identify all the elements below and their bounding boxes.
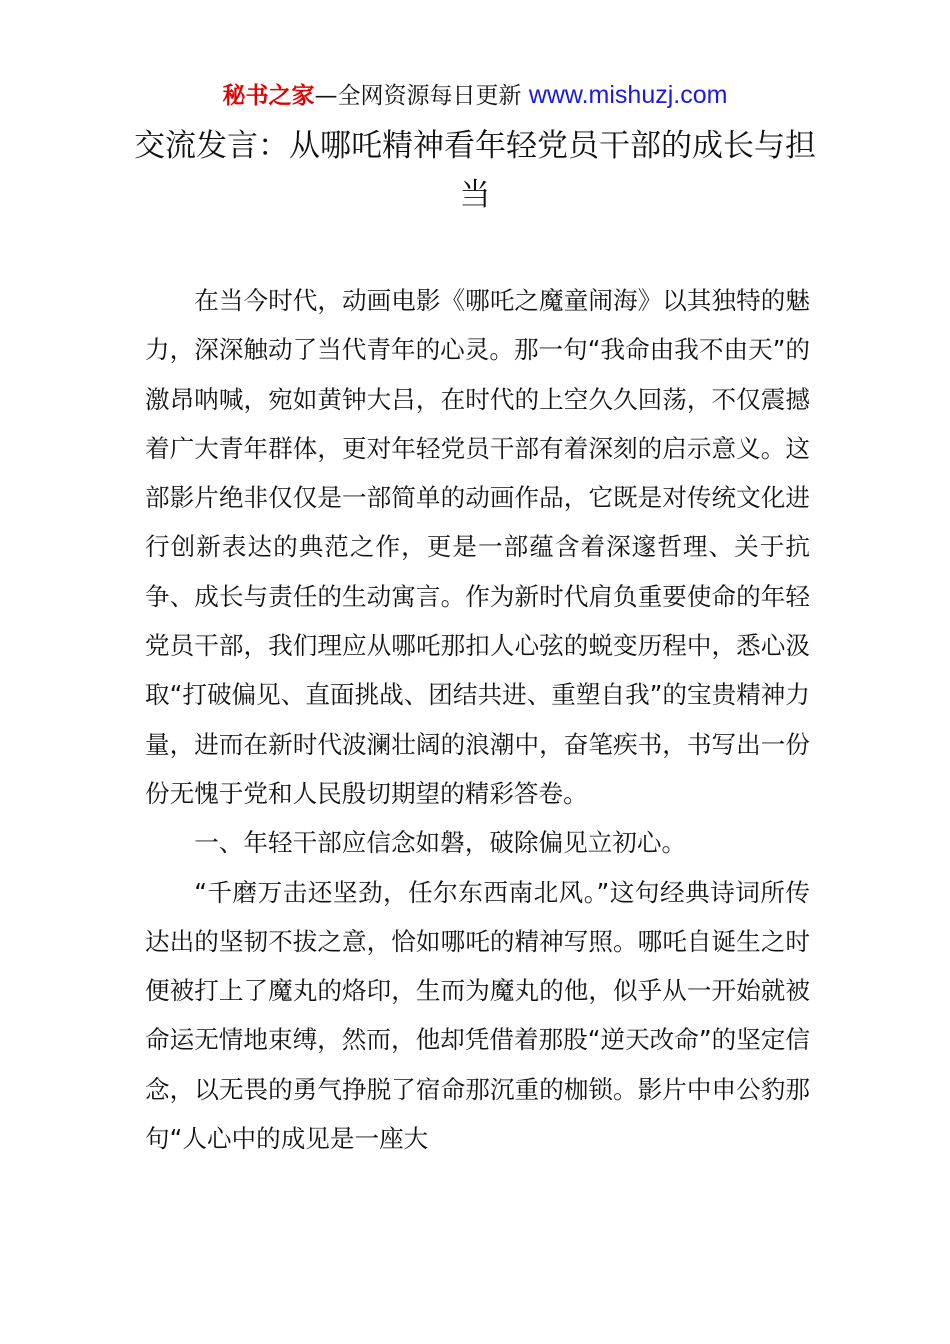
site-brand: 秘书之家 — [222, 83, 315, 109]
intro-paragraph: 在当今时代，动画电影《哪吒之魔童闹海》以其独特的魅力，深深触动了当代青年的心灵。那一句“我命由我不由天”的激昂呐喊，宛如黄钟大吕，在时代的上空久久回荡，不仅震撼着广大青年群体，更对年轻党员干部有着深刻的启示意义。这部影片绝非仅仅是一部简单的动画作品，它既是对传统文化进行创新表达的典范之作，更是一部蕴含着深邃哲理、关于抗争、成长与责任的生动寓言。作为新时代肩负重要使命的年轻党员干部，我们理应从哪吒那扣人心弦的蜕变历程中，悉心汲取“打破偏见、直面挑战、团结共进、重塑自我”的宝贵精神力量，进而在新时代波澜壮阔的浪潮中，奋笔疾书，书写出一份份无愧于党和人民殷切期望的精彩答卷。 — [145, 286, 811, 808]
body-paragraph: “千磨万击还坚劲，任尔东西南北风。”这句经典诗词所传达出的坚韧不拔之意，恰如哪吒的精神写照。哪吒自诞生之时便被打上了魔丸的烙印，生而为魔丸的他，似乎从一开始就被命运无情地束缚，然而，他却凭借着那股“逆天改命”的坚定信念，以无畏的勇气挣脱了宿命那沉重的枷锁。影片中申公豹那句“人心中的成见是一座大 — [145, 877, 810, 1154]
document-title: 交流发言：从哪吒精神看年轻党员干部的成长与担当 — [134, 128, 816, 213]
site-header — [0, 78, 950, 113]
site-slogan: —全网资源每日更新 — [314, 83, 529, 109]
site-url-link[interactable]: www.mishuzj.com — [528, 81, 728, 109]
document-body — [145, 276, 810, 1163]
section-heading: 一、年轻干部应信念如磐，破除偏见立初心。 — [194, 828, 687, 858]
